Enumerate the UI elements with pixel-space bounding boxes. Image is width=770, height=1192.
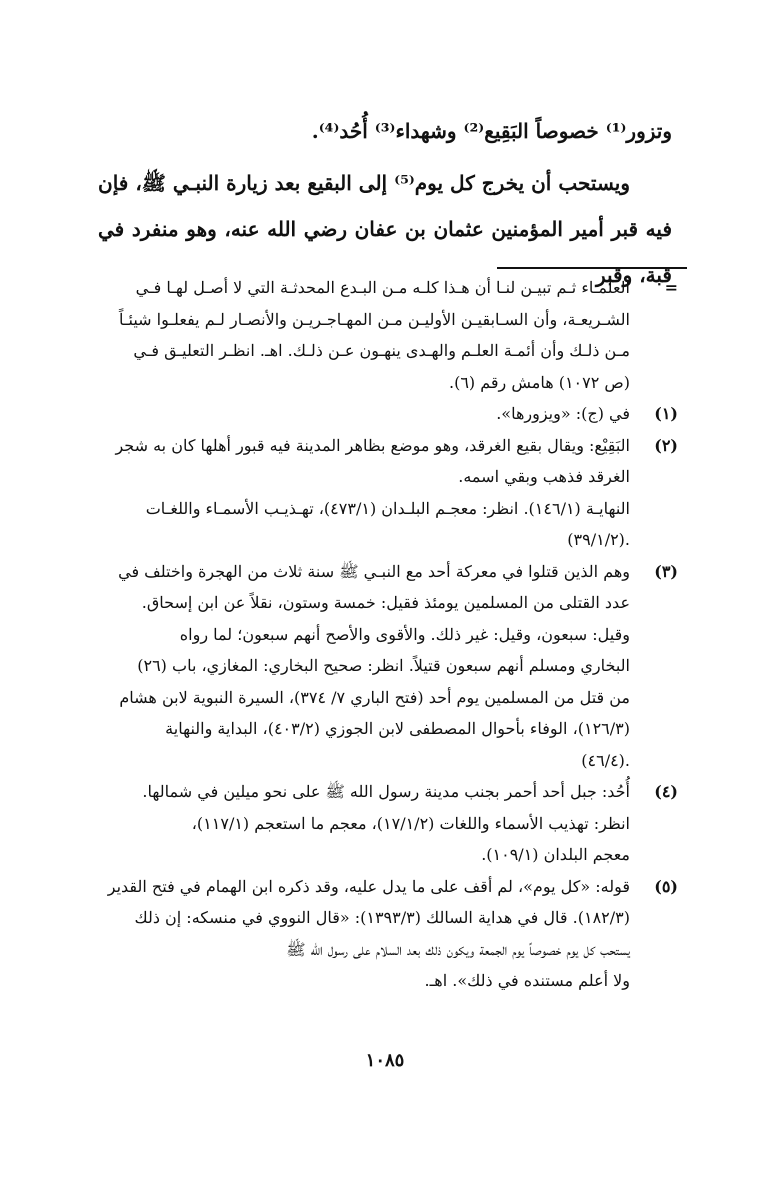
footnote-3: [98, 556, 678, 777]
footnote-line: من قتل من المسلمين يوم أحد (فتح الباري ٧/ ٣٧٤)، السيرة النبوية لابن هشام: [119, 687, 630, 707]
footnote-number: (١): [654, 404, 678, 423]
footnote-2: [98, 430, 678, 556]
footnote-line: مـن ذلـك وأن أئمـة العلـم والهـدى ينهـون عـن ذلـك. اهـ. انظـر التعليـق فـي: [133, 341, 630, 360]
footnote-line: (١٨٢/٣). قال في هداية السالك (١٣٩٣/٣): «قال النووي في منسكه: إن ذلك: [134, 908, 630, 927]
footnote-line: ولا أعلم مستنده في ذلك». اهـ.: [424, 971, 630, 990]
footnote-number: (٥): [654, 876, 678, 896]
footnote-line: العلمـاء ثـم تبيـن لنـا أن هـذا كلـه مـن البـدع المحدثـة التي لا أصـل لهـا فـي: [135, 278, 630, 297]
continuation-marker: =: [664, 278, 678, 297]
footnote-line: عدد القتلى من المسلمين يومئذ فقيل: خمسة وستون، نقلاً عن ابن إسحاق.: [141, 593, 630, 612]
footnote-line: قوله: «كل يوم»، لم أقف على ما يدل عليه، وقد ذكره ابن الهمام في فتح القدير: [107, 876, 630, 896]
footnote-line: في (ج): «ويزورها».: [496, 404, 630, 423]
main-text: [98, 108, 672, 298]
main-paragraph-1: وتزور⁽¹⁾ خصوصاً البَقِيع⁽²⁾ وشهداء⁽³⁾ أُحُد⁽⁴⁾.: [311, 119, 672, 143]
footnote-line: معجم البلدان (١٠٩/١).: [481, 845, 630, 864]
page-number: ١٠٨٥: [365, 1050, 405, 1071]
footnote-number: (٤): [654, 782, 678, 801]
footnote-line: .(٤٦/٤): [581, 750, 630, 770]
footnotes-area: [98, 272, 678, 997]
footnote-line: البَقِيْع: ويقال بقيع الغرقد، وهو موضع بظاهر المدينة فيه قبور أهلها كان به شجر: [115, 435, 630, 455]
footnote-5: [98, 871, 678, 997]
footnote-line: وقيل: سبعون، وقيل: غير ذلك. والأقوى والأصح أنهم سبعون؛ لما رواه: [179, 624, 630, 644]
footnote-line: وهم الذين قتلوا في معركة أحد مع النبـي ﷺ سنة ثلاث من الهجرة واختلف في: [118, 561, 630, 581]
footnote-line: الشـريعـة، وأن السـابقيـن الأوليـن مـن المهـاجـريـن والأنصـار لـم يفعلـوا شيئـاً: [118, 309, 630, 329]
footnote-line: يستحب كل يوم خصوصاً يوم الجمعة ويكون ذلك بعد السلام على رسول الله ﷺ: [286, 939, 630, 959]
footnote-continuation: [98, 272, 678, 398]
footnote-line: النهايـة (١٤٦/١). انظر: معجـم البلـدان (٤٧٣/١)، تهـذيـب الأسمـاء واللغـات: [145, 498, 630, 518]
footnote-4: [98, 776, 678, 871]
footnote-line: أُحُد: جبل أحد أحمر بجنب مدينة رسول الله ﷺ على نحو ميلين في شمالها.: [142, 782, 630, 801]
footnote-line: .(٣٩/١/٢): [567, 530, 630, 549]
footnote-line: (ص ١٠٧٢) هامش رقم (٦).: [448, 372, 630, 392]
footnote-separator: [497, 267, 687, 269]
footnote-line: انظر: تهذيب الأسماء واللغات (١٧/١/٢)، معجم ما استعجم (١١٧/١)،: [191, 813, 630, 833]
footnote-number: (٣): [654, 561, 678, 581]
footnote-line: البخاري ومسلم أنهم سبعون قتيلاً. انظر: صحيح البخاري: المغازي، باب (٢٦): [137, 656, 630, 675]
footnote-number: (٢): [654, 435, 678, 455]
footnote-line: (١٢٦/٣)، الوفاء بأحوال المصطفى لابن الجوزي (٤٠٣/٢)، البداية والنهاية: [165, 719, 630, 738]
footnote-line: الغرقد فذهب وبقي اسمه.: [458, 467, 630, 486]
footnote-1: [98, 398, 678, 430]
main-paragraph-2: ويستحب أن يخرج كل يوم⁽⁵⁾ إلى البقيع بعد زيارة النبـي ﷺ، فإن فيه قبر أمير المؤمنين عثمان بن عفان رضي الله عنه، وهو منفرد في قبة، وقبر: [98, 171, 672, 287]
